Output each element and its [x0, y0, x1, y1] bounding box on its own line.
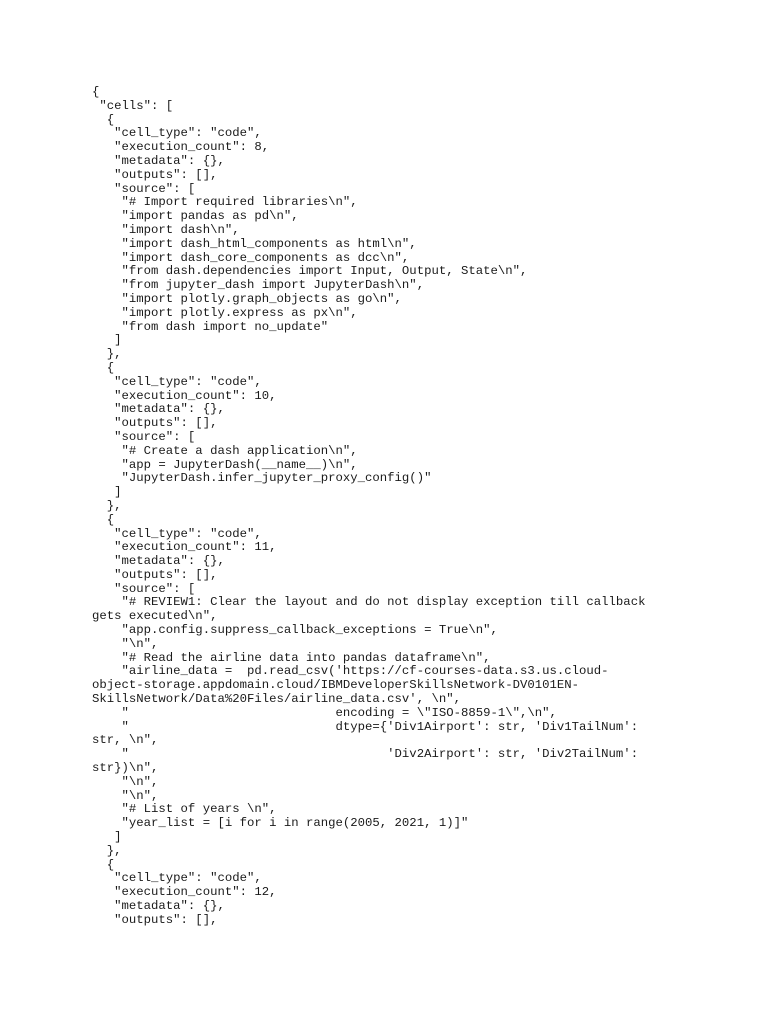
- document-line: str})\n",: [92, 761, 159, 776]
- document-line: "outputs": [],: [92, 167, 218, 182]
- document-line: "metadata": {},: [92, 554, 225, 569]
- document-line: "app = JupyterDash(__name__)\n",: [92, 457, 358, 472]
- document-line: "cell_type": "code",: [92, 871, 262, 886]
- document-line: "import plotly.graph_objects as go\n",: [92, 291, 402, 306]
- document-line: "execution_count": 10,: [92, 388, 277, 403]
- document-line: object-storage.appdomain.cloud/IBMDeveloperSkillsNetwork-DV0101EN-: [92, 678, 580, 693]
- document-line: "# Create a dash application\n",: [92, 443, 358, 458]
- document-line: "\n",: [92, 788, 159, 803]
- document-line: "source": [: [92, 429, 196, 444]
- document-line: },: [92, 498, 122, 513]
- document-line: "outputs": [],: [92, 416, 218, 431]
- document-line: "source": [: [92, 181, 196, 196]
- document-line: " dtype={'Div1Airport': str, 'Div1TailNum':: [92, 719, 639, 734]
- document-line: {: [92, 85, 100, 99]
- document-line: "execution_count": 8,: [92, 140, 270, 155]
- document-line: "from dash.dependencies import Input, Output, State\n",: [92, 264, 528, 279]
- document-line: "app.config.suppress_callback_exceptions = True\n",: [92, 623, 498, 638]
- document-line: "execution_count": 11,: [92, 540, 277, 555]
- document-line: "outputs": [],: [92, 912, 218, 927]
- document-line: "import dash_core_components as dcc\n",: [92, 250, 410, 265]
- document-line: "cell_type": "code",: [92, 526, 262, 541]
- document-line: "outputs": [],: [92, 567, 218, 582]
- document-line: "import pandas as pd\n",: [92, 209, 299, 224]
- document-line: {: [92, 857, 115, 872]
- document-line: "airline_data = pd.read_csv('https://cf-courses-data.s3.us.cloud-: [92, 664, 609, 679]
- document-line: "cells": [: [92, 98, 174, 113]
- document-line: "\n",: [92, 636, 159, 651]
- document-line: },: [92, 843, 122, 858]
- document-line: "source": [: [92, 581, 196, 596]
- document-line: "JupyterDash.infer_jupyter_proxy_config()": [92, 471, 432, 486]
- document-line: str, \n",: [92, 733, 159, 748]
- document-line: "metadata": {},: [92, 153, 225, 168]
- document-line: " encoding = \"ISO-8859-1\",\n",: [92, 705, 557, 720]
- document-line: "import plotly.express as px\n",: [92, 305, 358, 320]
- document-line: ]: [92, 485, 122, 500]
- document-line: "# Import required libraries\n",: [92, 195, 358, 210]
- document-line: " 'Div2Airport': str, 'Div2TailNum':: [92, 747, 639, 762]
- document-line: ]: [92, 830, 122, 845]
- document-line: "execution_count": 12,: [92, 885, 277, 900]
- json-document-text: [92, 86, 692, 928]
- document-line: ]: [92, 333, 122, 348]
- document-line: "cell_type": "code",: [92, 374, 262, 389]
- document-line: "import dash\n",: [92, 222, 240, 237]
- document-line: "\n",: [92, 774, 159, 789]
- document-line: "import dash_html_components as html\n",: [92, 236, 417, 251]
- document-line: "from jupyter_dash import JupyterDash\n",: [92, 278, 425, 293]
- document-line: {: [92, 360, 115, 375]
- document-line: "cell_type": "code",: [92, 126, 262, 141]
- document-line: },: [92, 347, 122, 362]
- document-line: "year_list = [i for i in range(2005, 2021, 1)]": [92, 816, 469, 831]
- document-line: "# REVIEW1: Clear the layout and do not display exception till callback: [92, 595, 646, 610]
- document-line: "# List of years \n",: [92, 802, 277, 817]
- document-line: {: [92, 112, 115, 127]
- document-line: "# Read the airline data into pandas dataframe\n",: [92, 650, 491, 665]
- document-line: SkillsNetwork/Data%20Files/airline_data.csv', \n",: [92, 692, 461, 707]
- document-line: gets executed\n",: [92, 609, 218, 624]
- document-line: "metadata": {},: [92, 402, 225, 417]
- document-line: {: [92, 512, 115, 527]
- document-line: "metadata": {},: [92, 899, 225, 914]
- document-line: "from dash import no_update": [92, 319, 329, 334]
